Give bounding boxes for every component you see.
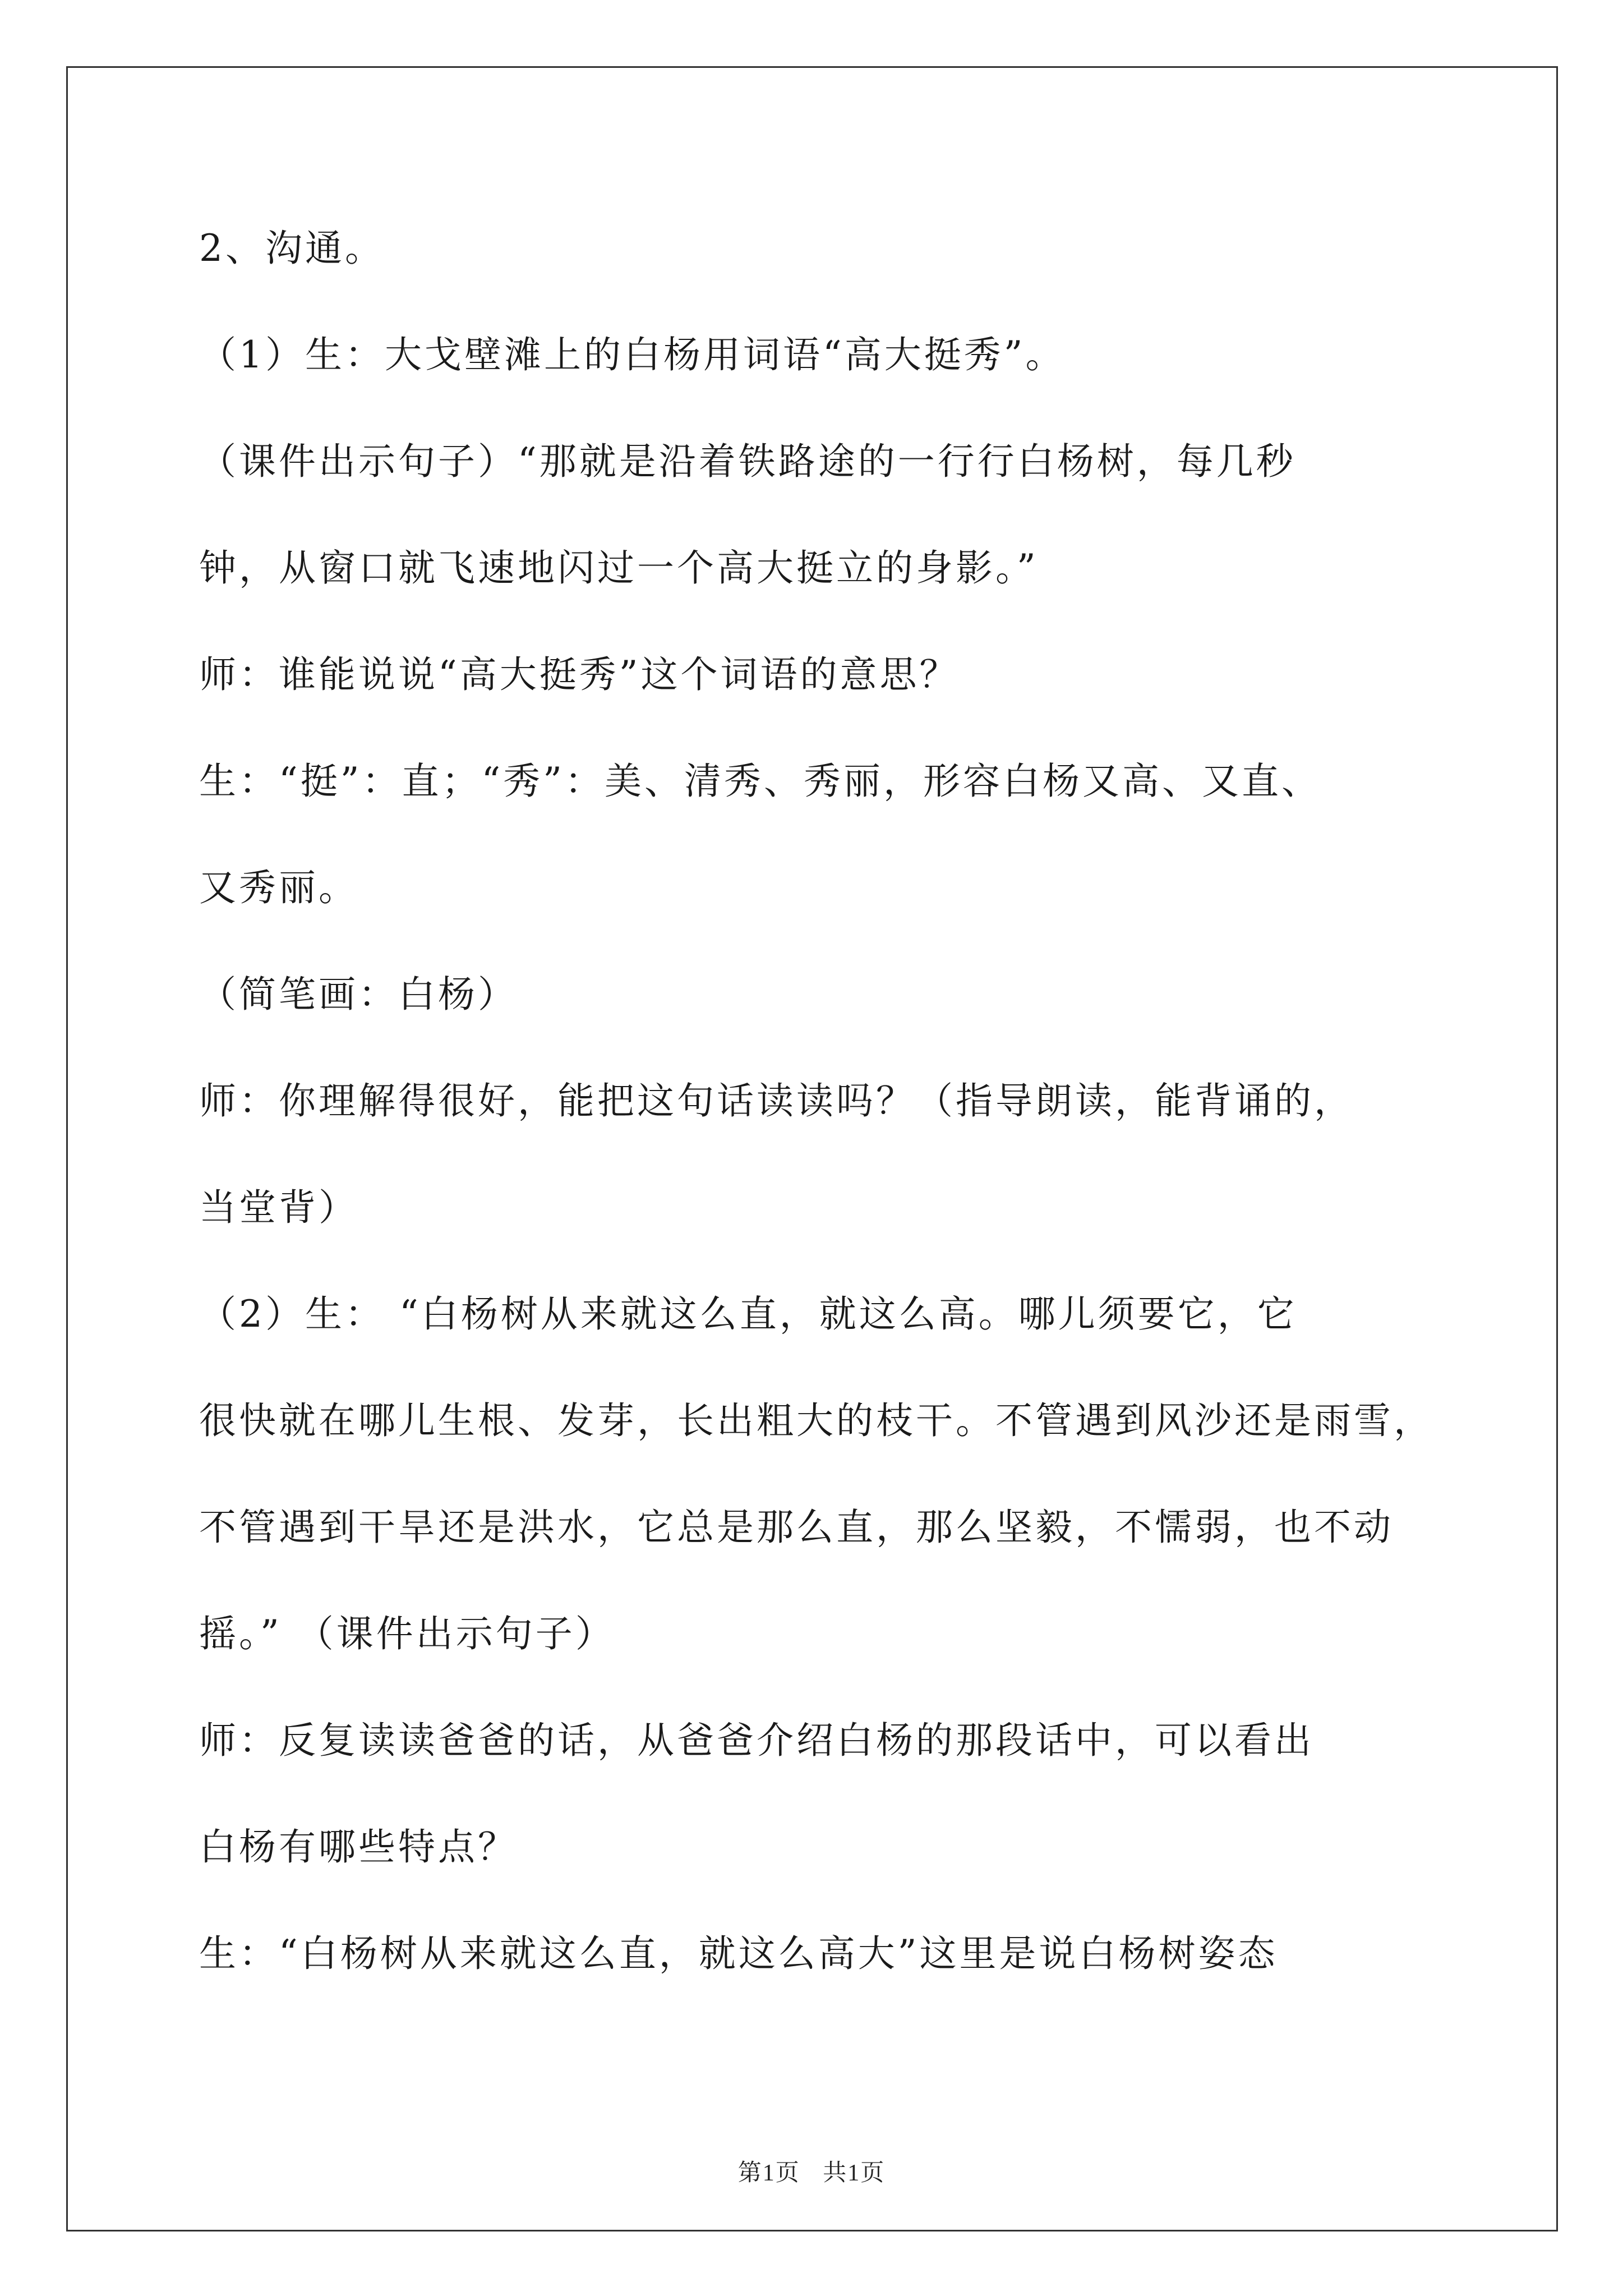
text-line: 2、沟通。 (199, 227, 385, 270)
text-line: 摇。” （课件出示句子） (199, 1612, 615, 1655)
page-number: 第1页 (737, 2160, 800, 2186)
text-line: （2）生： “白杨树从来就这么直，就这么高。哪儿须要它，它 (199, 1292, 1297, 1336)
text-line: 又秀丽。 (199, 866, 358, 909)
text-line: 当堂背） (199, 1186, 358, 1229)
text-line: 生：“挺”：直；“秀”：美、清秀、秀丽，形容白杨又高、又直、 (199, 760, 1321, 803)
text-line: （课件出示句子）“那就是沿着铁路途的一行行白杨树，每几秒 (199, 440, 1296, 483)
text-line: （1）生：大戈壁滩上的白杨用词语“高大挺秀”。 (199, 333, 1066, 376)
text-line: 不管遇到干旱还是洪水，它总是那么直，那么坚毅，不懦弱，也不动 (199, 1506, 1394, 1549)
document-body (199, 222, 1433, 1980)
text-line: 很快就在哪儿生根、发芽，长出粗大的枝干。不管遇到风沙还是雨雪， (199, 1399, 1433, 1442)
text-line: 生：“白杨树从来就这么直，就这么高大”这里是说白杨树姿态 (199, 1932, 1278, 1975)
text-line: 白杨有哪些特点？ (199, 1825, 518, 1869)
page-footer (0, 2154, 1623, 2188)
text-line: 师：谁能说说“高大挺秀”这个词语的意思？ (199, 653, 960, 696)
page-total: 共1页 (823, 2160, 886, 2186)
text-line: 钟，从窗口就飞速地闪过一个高大挺立的身影。” (199, 546, 1039, 590)
text-line: 师：你理解得很好，能把这句话读读吗？（指导朗读，能背诵的， (199, 1079, 1354, 1122)
text-line: 师：反复读读爸爸的话，从爸爸介绍白杨的那段话中，可以看出 (199, 1719, 1314, 1762)
text-line: （简笔画：白杨） (199, 973, 518, 1016)
